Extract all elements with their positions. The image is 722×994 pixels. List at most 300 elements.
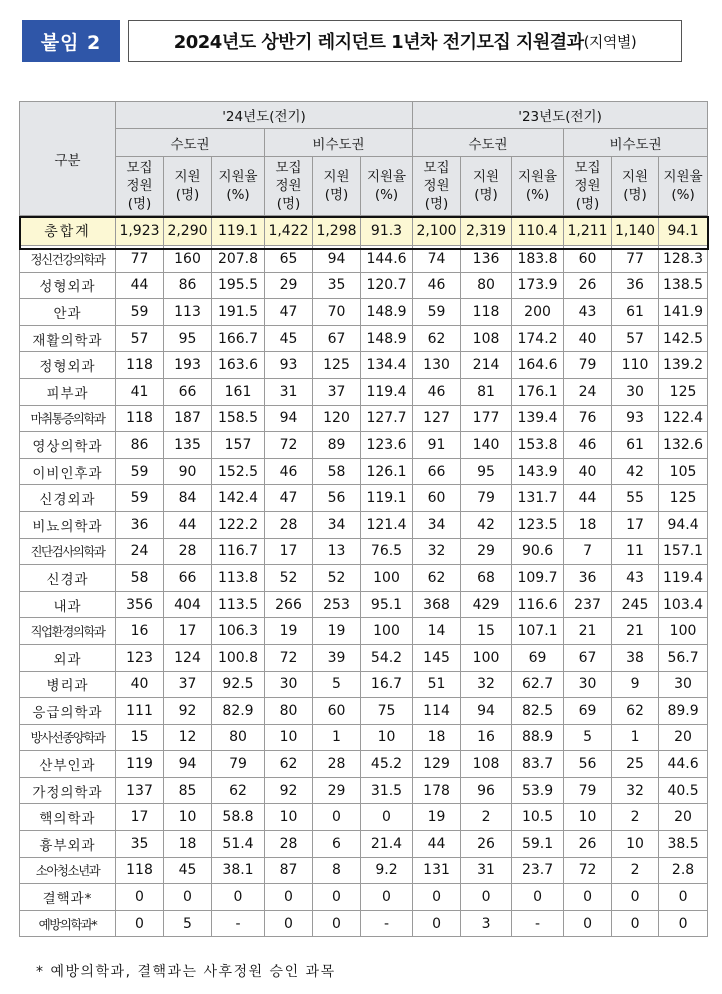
table-cell: 31 bbox=[461, 857, 512, 884]
table-cell: 368 bbox=[413, 591, 461, 618]
table-cell: 177 bbox=[461, 405, 512, 432]
footnote: * 예방의학과, 결핵과는 사후정원 승인 과목 bbox=[36, 964, 336, 980]
table-cell: 17 bbox=[265, 538, 313, 565]
table-cell: 118 bbox=[461, 299, 512, 326]
row-label: 외과 bbox=[20, 644, 116, 671]
table-cell: 75 bbox=[361, 698, 413, 725]
table-cell: 157 bbox=[212, 432, 265, 459]
table-cell: 80 bbox=[212, 724, 265, 751]
table-cell: 1 bbox=[313, 724, 361, 751]
table-cell: 122.2 bbox=[212, 511, 265, 538]
table-cell: 100 bbox=[659, 618, 708, 645]
table-cell: 17 bbox=[612, 511, 659, 538]
table-cell: 136 bbox=[461, 246, 512, 273]
table-cell: 5 bbox=[564, 724, 612, 751]
table-cell: 70 bbox=[313, 299, 361, 326]
table-cell: 131 bbox=[413, 857, 461, 884]
table-cell: 69 bbox=[512, 644, 564, 671]
table-cell: 118 bbox=[116, 352, 164, 379]
table-cell: 118 bbox=[116, 857, 164, 884]
table-cell: 52 bbox=[313, 565, 361, 592]
table-cell: 10 bbox=[564, 804, 612, 831]
table-cell: 92 bbox=[265, 777, 313, 804]
table-cell: 130 bbox=[413, 352, 461, 379]
table-cell: 110 bbox=[612, 352, 659, 379]
table-cell: 26 bbox=[564, 831, 612, 858]
table-cell: 30 bbox=[265, 671, 313, 698]
table-cell: 79 bbox=[212, 751, 265, 778]
table-cell: 34 bbox=[413, 511, 461, 538]
table-cell: 82.5 bbox=[512, 698, 564, 725]
table-cell: 139.4 bbox=[512, 405, 564, 432]
table-cell: 129 bbox=[413, 751, 461, 778]
table-cell: 89.9 bbox=[659, 698, 708, 725]
table-cell: 37 bbox=[164, 671, 212, 698]
table-cell: 35 bbox=[116, 831, 164, 858]
table-cell: 0 bbox=[361, 804, 413, 831]
region-header: 수도권 bbox=[413, 129, 564, 157]
table-cell: 76.5 bbox=[361, 538, 413, 565]
table-cell: 0 bbox=[361, 884, 413, 911]
table-cell: 21 bbox=[612, 618, 659, 645]
row-label: 결핵과* bbox=[20, 884, 116, 911]
table-cell: 45.2 bbox=[361, 751, 413, 778]
table-row bbox=[20, 857, 708, 884]
table-cell: 42 bbox=[612, 458, 659, 485]
table-cell: 76 bbox=[564, 405, 612, 432]
table-cell: 28 bbox=[164, 538, 212, 565]
row-label: 성형외과 bbox=[20, 272, 116, 299]
table-row bbox=[20, 272, 708, 299]
table-cell: 94 bbox=[461, 698, 512, 725]
table-cell: 132.6 bbox=[659, 432, 708, 459]
row-label: 소아청소년과 bbox=[20, 857, 116, 884]
table-cell: 2,319 bbox=[461, 216, 512, 246]
table-cell: 62.7 bbox=[512, 671, 564, 698]
table-cell: 79 bbox=[461, 485, 512, 512]
table-cell: 62 bbox=[612, 698, 659, 725]
table-cell: 164.6 bbox=[512, 352, 564, 379]
column-header: 모집 정원 (명) bbox=[116, 157, 164, 216]
table-cell: 0 bbox=[564, 884, 612, 911]
table-cell: 2,290 bbox=[164, 216, 212, 246]
column-header: 모집 정원 (명) bbox=[265, 157, 313, 216]
table-cell: 36 bbox=[116, 511, 164, 538]
table-cell: 0 bbox=[413, 884, 461, 911]
table-cell: 207.8 bbox=[212, 246, 265, 273]
table-cell: 47 bbox=[265, 485, 313, 512]
row-label: 산부인과 bbox=[20, 751, 116, 778]
table-cell: 92.5 bbox=[212, 671, 265, 698]
table-cell: 77 bbox=[612, 246, 659, 273]
table-cell: 8 bbox=[313, 857, 361, 884]
column-header: 지원 (명) bbox=[313, 157, 361, 216]
table-cell: 43 bbox=[612, 565, 659, 592]
table-cell: 28 bbox=[313, 751, 361, 778]
table-cell: 93 bbox=[612, 405, 659, 432]
table-cell: 0 bbox=[512, 884, 564, 911]
table-cell: 13 bbox=[313, 538, 361, 565]
table-cell: 148.9 bbox=[361, 325, 413, 352]
table-cell: 24 bbox=[564, 378, 612, 405]
column-header: 지원율 (%) bbox=[659, 157, 708, 216]
table-cell: 40 bbox=[564, 325, 612, 352]
table-cell: 61 bbox=[612, 432, 659, 459]
table-cell: 32 bbox=[612, 777, 659, 804]
table-cell: 40 bbox=[116, 671, 164, 698]
table-cell: 41 bbox=[116, 378, 164, 405]
table-cell: 10 bbox=[612, 831, 659, 858]
table-cell: 404 bbox=[164, 591, 212, 618]
table-cell: 10 bbox=[265, 804, 313, 831]
title-suffix: (지역별) bbox=[583, 32, 637, 51]
table-cell: 29 bbox=[313, 777, 361, 804]
table-cell: 163.6 bbox=[212, 352, 265, 379]
table-cell: 79 bbox=[564, 777, 612, 804]
page-header bbox=[22, 20, 682, 62]
row-label: 비뇨의학과 bbox=[20, 511, 116, 538]
table-cell: 18 bbox=[413, 724, 461, 751]
table-cell: 100.8 bbox=[212, 644, 265, 671]
table-row bbox=[20, 751, 708, 778]
table-cell: 0 bbox=[659, 884, 708, 911]
table-cell: 9 bbox=[612, 671, 659, 698]
table-cell: 88.9 bbox=[512, 724, 564, 751]
table-cell: 94.1 bbox=[659, 216, 708, 246]
table-cell: 107.1 bbox=[512, 618, 564, 645]
column-header: 모집 정원 (명) bbox=[413, 157, 461, 216]
column-header: 지원 (명) bbox=[461, 157, 512, 216]
table-cell: - bbox=[512, 910, 564, 937]
table-cell: 65 bbox=[265, 246, 313, 273]
row-label: 내과 bbox=[20, 591, 116, 618]
table-row bbox=[20, 671, 708, 698]
table-cell: 142.5 bbox=[659, 325, 708, 352]
table-cell: 18 bbox=[564, 511, 612, 538]
column-header: 지원율 (%) bbox=[512, 157, 564, 216]
table-cell: 36 bbox=[612, 272, 659, 299]
row-label: 재활의학과 bbox=[20, 325, 116, 352]
table-cell: 116.6 bbox=[512, 591, 564, 618]
region-header: 수도권 bbox=[116, 129, 265, 157]
row-label: 정신건강의학과 bbox=[20, 246, 116, 273]
table-cell: 47 bbox=[265, 299, 313, 326]
table-cell: 114 bbox=[413, 698, 461, 725]
table-cell: 58 bbox=[116, 565, 164, 592]
table-cell: 253 bbox=[313, 591, 361, 618]
table-cell: 45 bbox=[164, 857, 212, 884]
table-cell: 62 bbox=[413, 325, 461, 352]
table-cell: 0 bbox=[116, 910, 164, 937]
table-cell: 1,422 bbox=[265, 216, 313, 246]
table-cell: 176.1 bbox=[512, 378, 564, 405]
table-cell: 141.9 bbox=[659, 299, 708, 326]
table-cell: 1,140 bbox=[612, 216, 659, 246]
table-cell: 26 bbox=[564, 272, 612, 299]
table-cell: 68 bbox=[461, 565, 512, 592]
table-cell: 15 bbox=[461, 618, 512, 645]
table-cell: 103.4 bbox=[659, 591, 708, 618]
table-cell: 79 bbox=[564, 352, 612, 379]
table-cell: 32 bbox=[461, 671, 512, 698]
table-cell: 11 bbox=[612, 538, 659, 565]
table-cell: 39 bbox=[313, 644, 361, 671]
column-header: 모집 정원 (명) bbox=[564, 157, 612, 216]
row-label: 영상의학과 bbox=[20, 432, 116, 459]
table-cell: 111 bbox=[116, 698, 164, 725]
table-cell: 95.1 bbox=[361, 591, 413, 618]
table-cell: 134.4 bbox=[361, 352, 413, 379]
table-cell: 89 bbox=[313, 432, 361, 459]
table-row bbox=[20, 618, 708, 645]
table-cell: 86 bbox=[116, 432, 164, 459]
table-cell: 60 bbox=[564, 246, 612, 273]
year-header-2024: '24년도(전기) bbox=[116, 102, 413, 129]
table-row bbox=[20, 405, 708, 432]
table-row bbox=[20, 538, 708, 565]
table-cell: - bbox=[212, 910, 265, 937]
table-cell: 5 bbox=[313, 671, 361, 698]
table-row bbox=[20, 804, 708, 831]
table-cell: 121.4 bbox=[361, 511, 413, 538]
table-cell: 119.4 bbox=[659, 565, 708, 592]
table-cell: 59 bbox=[413, 299, 461, 326]
column-header: 지원율 (%) bbox=[212, 157, 265, 216]
row-label: 직업환경의학과 bbox=[20, 618, 116, 645]
corner-header: 구분 bbox=[20, 102, 116, 216]
table-cell: 7 bbox=[564, 538, 612, 565]
table-cell: 10 bbox=[164, 804, 212, 831]
table-cell: 23.7 bbox=[512, 857, 564, 884]
table-row bbox=[20, 884, 708, 911]
table-cell: 142.4 bbox=[212, 485, 265, 512]
year-header-2023: '23년도(전기) bbox=[413, 102, 708, 129]
table-cell: 145 bbox=[413, 644, 461, 671]
table-cell: 119.4 bbox=[361, 378, 413, 405]
table-cell: 0 bbox=[313, 804, 361, 831]
table-cell: 119 bbox=[116, 751, 164, 778]
table-cell: 21 bbox=[564, 618, 612, 645]
table-cell: 356 bbox=[116, 591, 164, 618]
table-cell: 0 bbox=[313, 910, 361, 937]
table-cell: 237 bbox=[564, 591, 612, 618]
table-cell: 10.5 bbox=[512, 804, 564, 831]
row-label: 안과 bbox=[20, 299, 116, 326]
table-cell: 0 bbox=[564, 910, 612, 937]
row-label: 예방의학과* bbox=[20, 910, 116, 937]
table-cell: 83.7 bbox=[512, 751, 564, 778]
table-cell: 74 bbox=[413, 246, 461, 273]
table-cell: 119.1 bbox=[212, 216, 265, 246]
table-cell: 31 bbox=[265, 378, 313, 405]
table-cell: 15 bbox=[116, 724, 164, 751]
table-row bbox=[20, 910, 708, 937]
table-cell: 94 bbox=[265, 405, 313, 432]
table-cell: 1,211 bbox=[564, 216, 612, 246]
table-cell: 72 bbox=[564, 857, 612, 884]
table-cell: 123.5 bbox=[512, 511, 564, 538]
column-header: 지원 (명) bbox=[612, 157, 659, 216]
table-cell: 30 bbox=[612, 378, 659, 405]
table-cell: 38.1 bbox=[212, 857, 265, 884]
table-cell: 16 bbox=[461, 724, 512, 751]
table-cell: 56 bbox=[564, 751, 612, 778]
table-cell: 108 bbox=[461, 751, 512, 778]
table-cell: 2,100 bbox=[413, 216, 461, 246]
page-title bbox=[128, 20, 682, 62]
table-cell: 28 bbox=[265, 511, 313, 538]
table-cell: 44 bbox=[164, 511, 212, 538]
table-cell: 77 bbox=[116, 246, 164, 273]
row-label: 핵의학과 bbox=[20, 804, 116, 831]
table-cell: 26 bbox=[461, 831, 512, 858]
row-label: 방사선종양학과 bbox=[20, 724, 116, 751]
table-cell: 140 bbox=[461, 432, 512, 459]
table-cell: 94.4 bbox=[659, 511, 708, 538]
table-cell: 56 bbox=[313, 485, 361, 512]
table-cell: 158.5 bbox=[212, 405, 265, 432]
row-label: 총합계 bbox=[20, 216, 116, 246]
table-cell: 3 bbox=[461, 910, 512, 937]
table-row bbox=[20, 698, 708, 725]
region-header: 비수도권 bbox=[564, 129, 708, 157]
table-cell: 12 bbox=[164, 724, 212, 751]
table-cell: 2.8 bbox=[659, 857, 708, 884]
row-label: 신경과 bbox=[20, 565, 116, 592]
row-label: 병리과 bbox=[20, 671, 116, 698]
table-cell: 85 bbox=[164, 777, 212, 804]
table-cell: 66 bbox=[164, 565, 212, 592]
table-cell: 95 bbox=[164, 325, 212, 352]
table-cell: 157.1 bbox=[659, 538, 708, 565]
table-cell: 14 bbox=[413, 618, 461, 645]
table-cell: 153.8 bbox=[512, 432, 564, 459]
table-cell: 62 bbox=[265, 751, 313, 778]
row-label: 이비인후과 bbox=[20, 458, 116, 485]
table-row bbox=[20, 777, 708, 804]
table-cell: 46 bbox=[413, 378, 461, 405]
table-cell: 152.5 bbox=[212, 458, 265, 485]
table-cell: 62 bbox=[413, 565, 461, 592]
table-cell: 59 bbox=[116, 458, 164, 485]
table-cell: 95 bbox=[461, 458, 512, 485]
table-cell: 144.6 bbox=[361, 246, 413, 273]
table-cell: 44.6 bbox=[659, 751, 708, 778]
table-cell: 126.1 bbox=[361, 458, 413, 485]
table-cell: 200 bbox=[512, 299, 564, 326]
table-cell: 125 bbox=[659, 485, 708, 512]
table-cell: 94 bbox=[164, 751, 212, 778]
table-row bbox=[20, 458, 708, 485]
table-cell: 59.1 bbox=[512, 831, 564, 858]
table-cell: 119.1 bbox=[361, 485, 413, 512]
table-cell: 131.7 bbox=[512, 485, 564, 512]
table-cell: 43 bbox=[564, 299, 612, 326]
table-cell: 17 bbox=[164, 618, 212, 645]
table-cell: 0 bbox=[265, 884, 313, 911]
table-cell: 91.3 bbox=[361, 216, 413, 246]
table-cell: 90 bbox=[164, 458, 212, 485]
table-cell: 59 bbox=[116, 485, 164, 512]
table-cell: 429 bbox=[461, 591, 512, 618]
table-cell: 53.9 bbox=[512, 777, 564, 804]
table-cell: 0 bbox=[212, 884, 265, 911]
table-cell: 191.5 bbox=[212, 299, 265, 326]
table-cell: 67 bbox=[564, 644, 612, 671]
table-cell: 96 bbox=[461, 777, 512, 804]
table-cell: 29 bbox=[265, 272, 313, 299]
table-cell: 30 bbox=[659, 671, 708, 698]
table-cell: 116.7 bbox=[212, 538, 265, 565]
table-cell: 245 bbox=[612, 591, 659, 618]
table-cell: 113 bbox=[164, 299, 212, 326]
column-header: 지원율 (%) bbox=[361, 157, 413, 216]
table-cell: 160 bbox=[164, 246, 212, 273]
table-cell: 137 bbox=[116, 777, 164, 804]
table-cell: 21.4 bbox=[361, 831, 413, 858]
table-cell: 127 bbox=[413, 405, 461, 432]
table-cell: 37 bbox=[313, 378, 361, 405]
table-cell: 45 bbox=[265, 325, 313, 352]
table-cell: 139.2 bbox=[659, 352, 708, 379]
table-cell: 84 bbox=[164, 485, 212, 512]
table-row bbox=[20, 591, 708, 618]
table-cell: 46 bbox=[265, 458, 313, 485]
table-cell: 2 bbox=[612, 857, 659, 884]
table-cell: 120 bbox=[313, 405, 361, 432]
column-header: 지원 (명) bbox=[164, 157, 212, 216]
table-cell: 0 bbox=[413, 910, 461, 937]
table-cell: 66 bbox=[413, 458, 461, 485]
row-label: 가정의학과 bbox=[20, 777, 116, 804]
row-label: 진단검사의학과 bbox=[20, 538, 116, 565]
table-cell: 20 bbox=[659, 804, 708, 831]
table-cell: 44 bbox=[116, 272, 164, 299]
table-cell: 0 bbox=[313, 884, 361, 911]
table-cell: 40.5 bbox=[659, 777, 708, 804]
row-label: 신경외과 bbox=[20, 485, 116, 512]
row-label: 정형외과 bbox=[20, 352, 116, 379]
table-cell: 31.5 bbox=[361, 777, 413, 804]
table-cell: 51 bbox=[413, 671, 461, 698]
table-cell: 110.4 bbox=[512, 216, 564, 246]
table-cell: 0 bbox=[612, 884, 659, 911]
table-cell: 61 bbox=[612, 299, 659, 326]
table-cell: 55 bbox=[612, 485, 659, 512]
table-cell: 128.3 bbox=[659, 246, 708, 273]
table-cell: 42 bbox=[461, 511, 512, 538]
region-header: 비수도권 bbox=[265, 129, 413, 157]
table-cell: 6 bbox=[313, 831, 361, 858]
table-cell: 193 bbox=[164, 352, 212, 379]
table-cell: 35 bbox=[313, 272, 361, 299]
table-cell: 9.2 bbox=[361, 857, 413, 884]
table-cell: 113.8 bbox=[212, 565, 265, 592]
table-cell: 0 bbox=[116, 884, 164, 911]
table-cell: 46 bbox=[564, 432, 612, 459]
table-cell: 0 bbox=[265, 910, 313, 937]
row-label: 마취통증의학과 bbox=[20, 405, 116, 432]
table-cell: 54.2 bbox=[361, 644, 413, 671]
table-cell: 108 bbox=[461, 325, 512, 352]
table-cell: 5 bbox=[164, 910, 212, 937]
row-label: 응급의학과 bbox=[20, 698, 116, 725]
table-row bbox=[20, 511, 708, 538]
table-cell: 38.5 bbox=[659, 831, 708, 858]
table-cell: 24 bbox=[116, 538, 164, 565]
table-cell: 0 bbox=[461, 884, 512, 911]
table-cell: 94 bbox=[313, 246, 361, 273]
